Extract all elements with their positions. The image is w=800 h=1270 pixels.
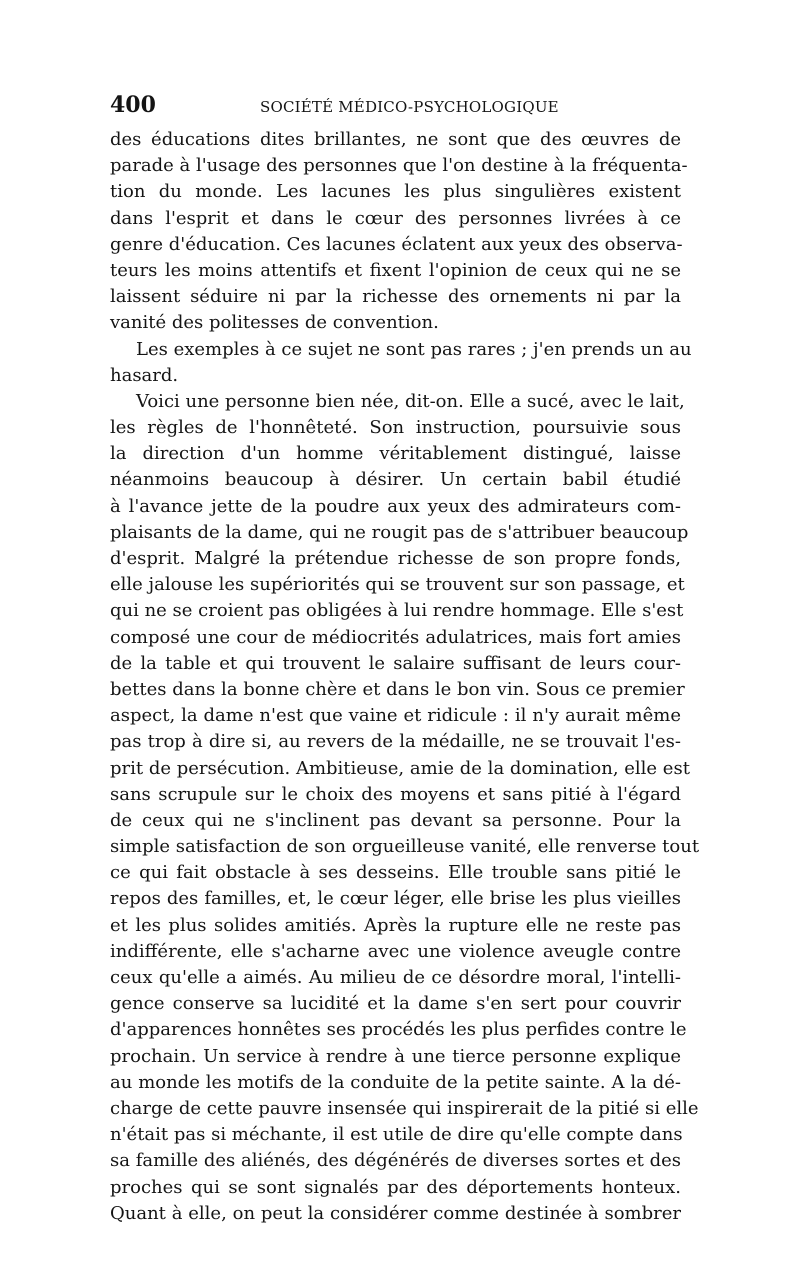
text-line: prochain. Un service à rendre à une tierce personne explique xyxy=(110,1045,681,1067)
running-head xyxy=(110,88,680,122)
text-line: charge de cette pauvre insensée qui inspirerait de la pitié si elle xyxy=(110,1097,699,1119)
text-line: aspect, la dame n'est que vaine et ridicule : il n'y aurait même xyxy=(110,705,681,727)
text-line: à l'avance jette de la poudre aux yeux des admirateurs com- xyxy=(110,495,681,517)
text-line: pas trop à dire si, au revers de la médaille, ne se trouvait l'es- xyxy=(110,731,681,753)
text-line: Les exemples à ce sujet ne sont pas rares ; j'en prends un au xyxy=(136,338,692,360)
text-line: au monde les motifs de la conduite de la petite sainte. A la dé- xyxy=(110,1071,681,1093)
text-line: elle jalouse les supériorités qui se trouvent sur son passage, et xyxy=(110,574,685,596)
text-line: teurs les moins attentifs et fixent l'opinion de ceux qui ne se xyxy=(110,259,681,281)
text-line: et les plus solides amitiés. Après la rupture elle ne reste pas xyxy=(110,914,681,936)
text-line: proches qui se sont signalés par des déportements honteux. xyxy=(110,1176,681,1198)
text-line: de ceux qui ne s'inclinent pas devant sa personne. Pour la xyxy=(110,809,681,831)
text-line: vanité des politesses de convention. xyxy=(110,312,439,334)
text-line: les règles de l'honnêteté. Son instruction, poursuivie sous xyxy=(110,417,681,439)
text-line: dans l'esprit et dans le cœur des personnes livrées à ce xyxy=(110,207,681,229)
text-line: gence conserve sa lucidité et la dame s'en sert pour couvrir xyxy=(110,993,681,1015)
text-line: prit de persécution. Ambitieuse, amie de la domination, elle est xyxy=(110,757,690,779)
text-line: de la table et qui trouvent le salaire suffisant de leurs cour- xyxy=(110,652,681,674)
text-line: qui ne se croient pas obligées à lui rendre hommage. Elle s'est xyxy=(110,600,684,622)
text-line: Quant à elle, on peut la considérer comme destinée à sombrer xyxy=(110,1202,681,1224)
text-line: laissent séduire ni par la richesse des ornements ni par la xyxy=(110,286,681,308)
running-title: SOCIÉTÉ MÉDICO-PSYCHOLOGIQUE xyxy=(260,98,559,116)
page-number: 400 xyxy=(110,92,156,118)
text-line: sans scrupule sur le choix des moyens et sans pitié à l'égard xyxy=(110,783,681,805)
text-line: bettes dans la bonne chère et dans le bon vin. Sous ce premier xyxy=(110,678,685,700)
text-line: néanmoins beaucoup à désirer. Un certain babil étudié xyxy=(110,469,681,491)
text-line: sa famille des aliénés, des dégénérés de diverses sortes et des xyxy=(110,1150,681,1172)
text-line: ce qui fait obstacle à ses desseins. Elle trouble sans pitié le xyxy=(110,862,681,884)
text-line: ceux qu'elle a aimés. Au milieu de ce désordre moral, l'intelli- xyxy=(110,967,681,988)
text-line: composé une cour de médiocrités adulatrices, mais fort amies xyxy=(110,626,681,648)
text-line: genre d'éducation. Ces lacunes éclatent aux yeux des observa- xyxy=(110,233,683,255)
text-line: Voici une personne bien née, dit-on. Elle a sucé, avec le lait, xyxy=(136,390,685,412)
text-line: parade à l'usage des personnes que l'on destine à la fréquenta- xyxy=(110,155,688,177)
text-line: repos des familles, et, le cœur léger, elle brise les plus vieilles xyxy=(110,888,681,910)
text-line: la direction d'un homme véritablement distingué, laisse xyxy=(110,443,681,465)
text-line: d'esprit. Malgré la prétendue richesse de son propre fonds, xyxy=(110,548,681,569)
text-line: tion du monde. Les lacunes les plus singulières existent xyxy=(110,181,681,203)
text-line: d'apparences honnêtes ses procédés les plus perfides contre le xyxy=(110,1019,687,1041)
text-line: simple satisfaction de son orgueilleuse vanité, elle renverse tout xyxy=(110,836,700,858)
text-line: n'était pas si méchante, il est utile de dire qu'elle compte dans xyxy=(110,1124,683,1146)
text-line: indifférente, elle s'acharne avec une violence aveugle contre xyxy=(110,940,681,962)
text-line: hasard. xyxy=(110,364,179,386)
text-line: plaisants de la dame, qui ne rougit pas de s'attribuer beaucoup xyxy=(110,521,689,543)
text-line: des éducations dites brillantes, ne sont que des œuvres de xyxy=(110,129,681,150)
body-text xyxy=(110,127,700,1227)
